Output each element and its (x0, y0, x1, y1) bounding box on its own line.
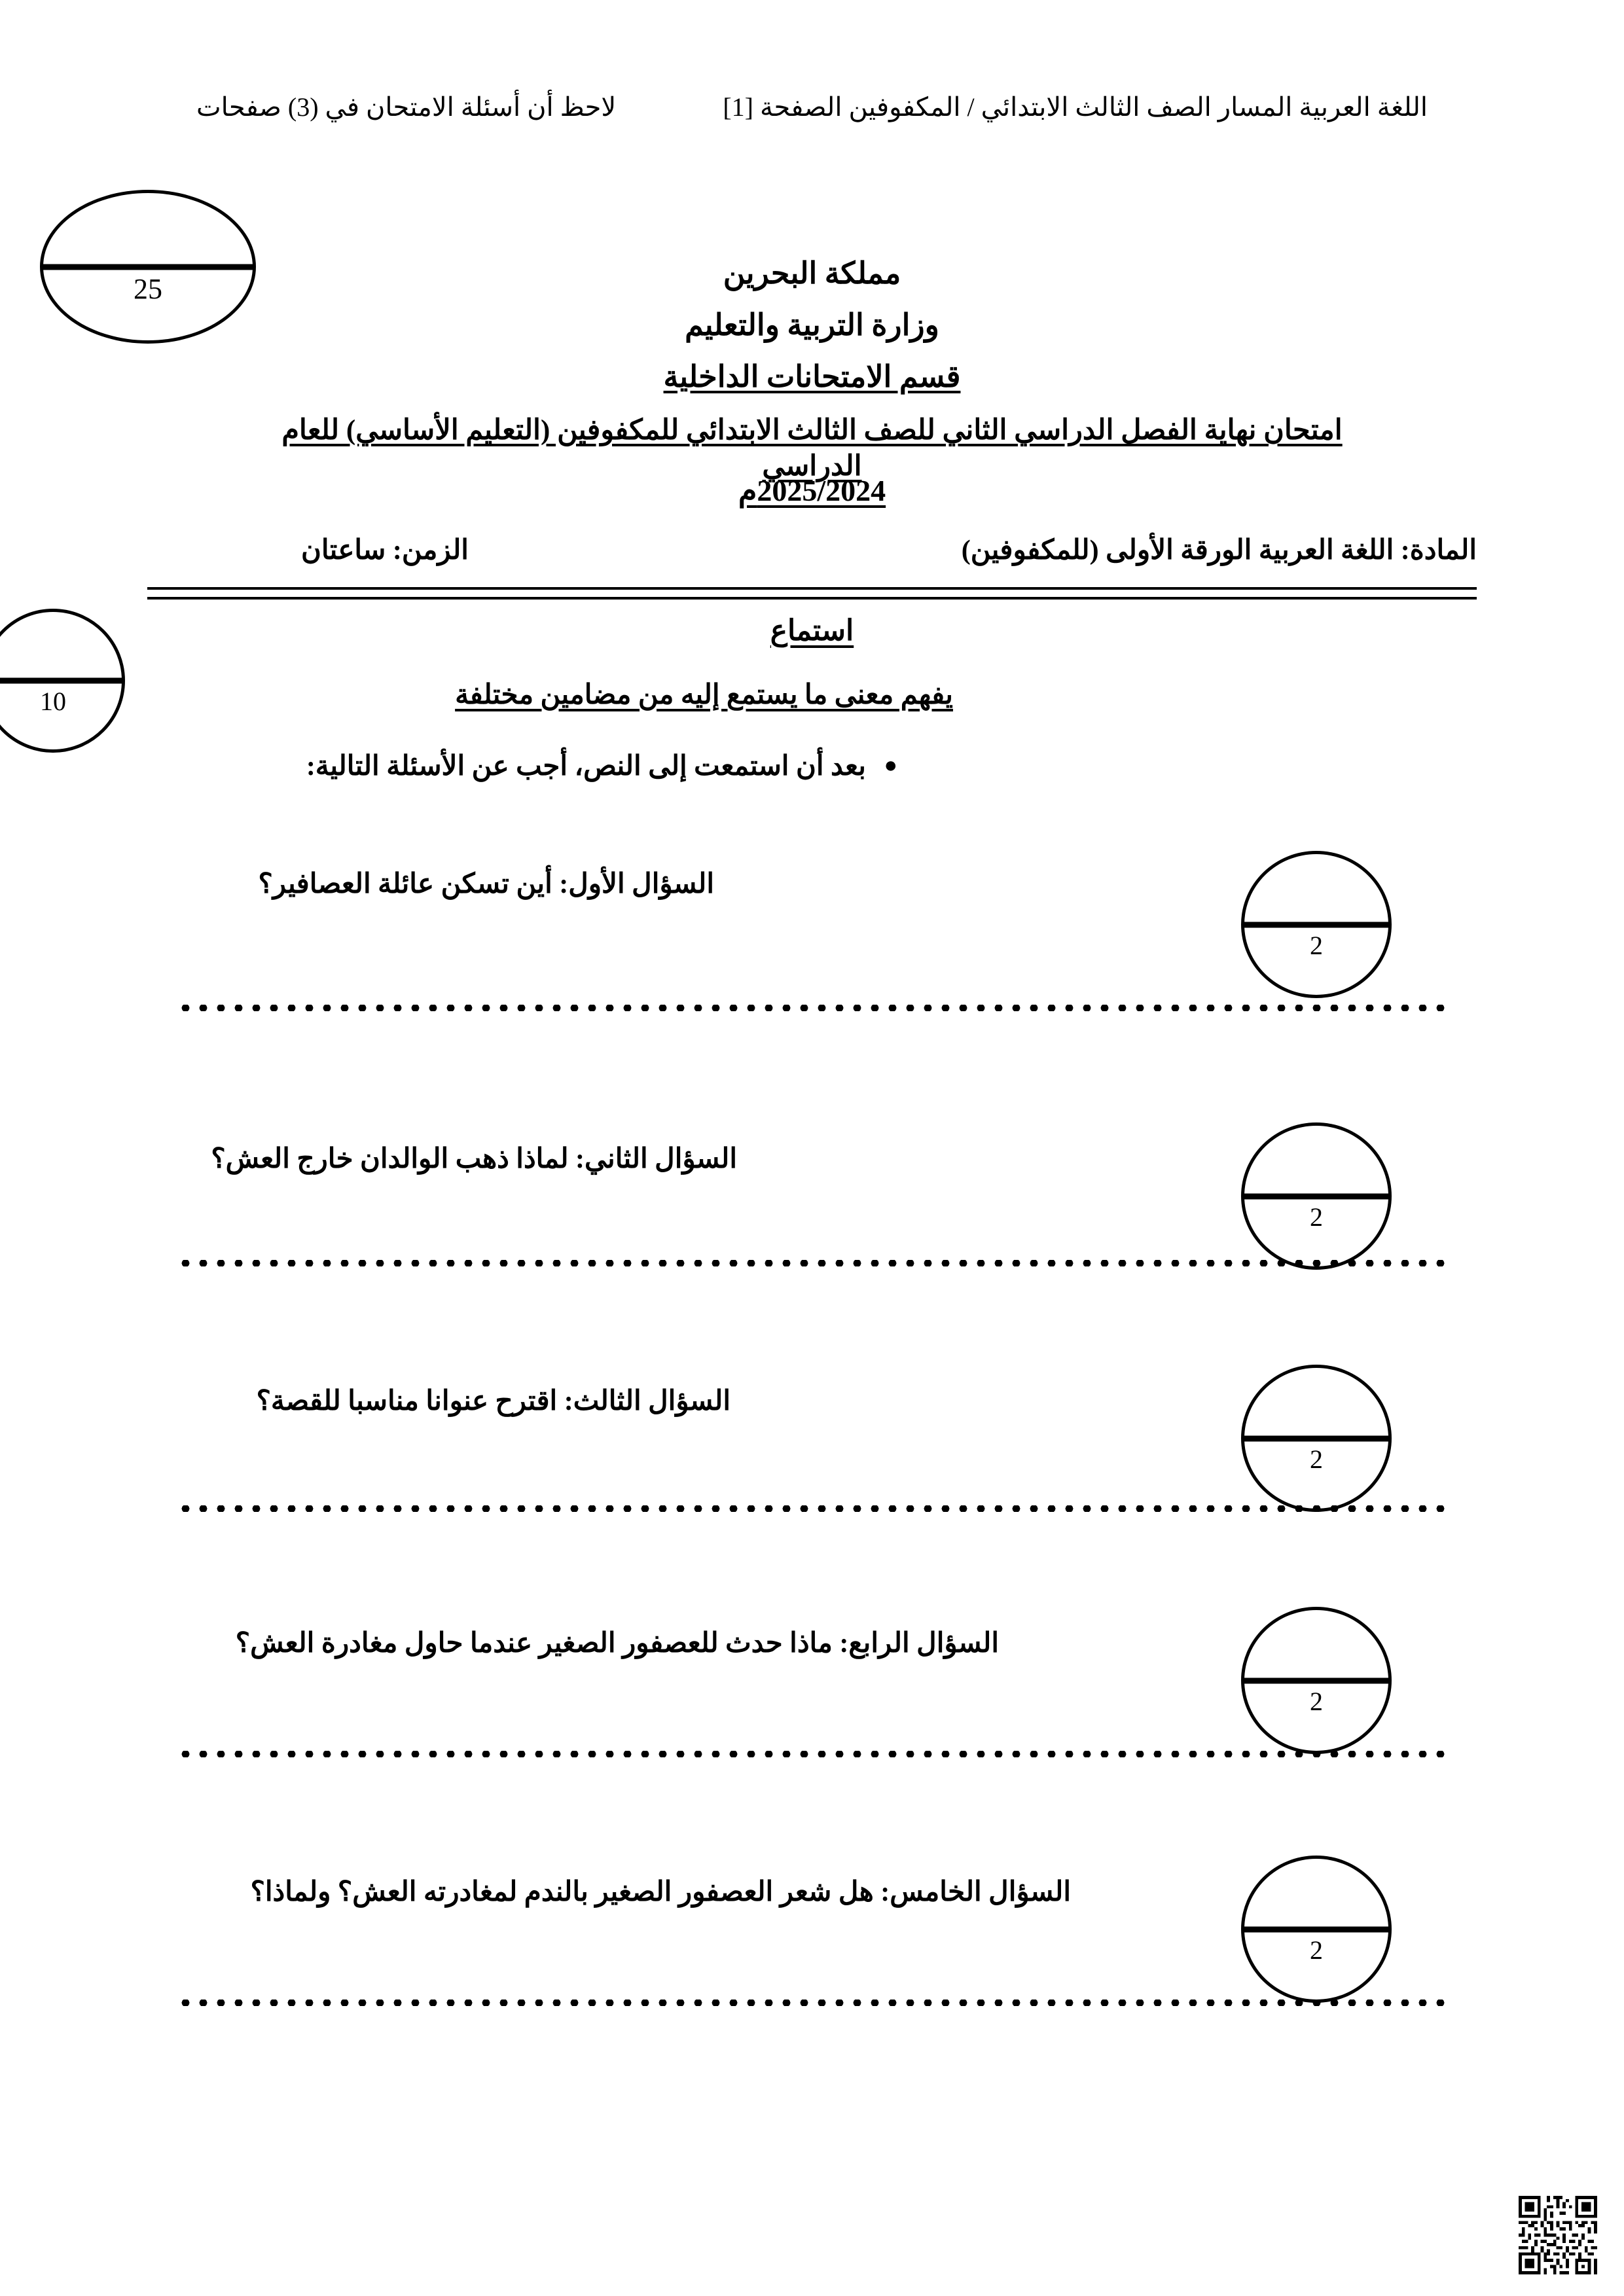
question-mark-value: 2 (1310, 930, 1323, 960)
answer-dotted-line[interactable] (177, 2000, 1447, 2006)
question-mark-circle (1241, 1122, 1392, 1270)
question-text: السؤال الثالث: اقترح عنوانا مناسبا للقصة؟ (256, 1386, 731, 1416)
question-mark-value: 2 (1310, 1935, 1323, 1965)
question-text: السؤال الخامس: هل شعر العصفور الصغير بالندم لمغادرته العش؟ ولماذا؟ (250, 1877, 1071, 1907)
total-mark-circle (40, 190, 256, 344)
ministry-name: وزارة التربية والتعليم (685, 308, 939, 342)
section-instruction-text: بعد أن استمعت إلى النص، أجب عن الأسئلة التالية: (306, 751, 866, 781)
answer-dotted-line[interactable] (177, 1260, 1447, 1266)
header-course-page: اللغة العربية المسار الصف الثالث الابتدائي / المكفوفين الصفحة [1] (723, 92, 1428, 122)
bullet-icon: ● (884, 753, 897, 778)
department-name: قسم الامتحانات الداخلية (663, 360, 961, 394)
question-text: السؤال الأول: أين تسكن عائلة العصافير؟ (258, 869, 714, 899)
answer-dotted-line[interactable] (177, 1505, 1447, 1512)
header-page-count-note: لاحظ أن أسئلة الامتحان في (3) صفحات (196, 92, 617, 122)
qr-code-icon (1519, 2196, 1597, 2274)
question-mark-circle (1241, 1607, 1392, 1754)
total-mark-value: 25 (134, 272, 162, 305)
subject-label: المادة: اللغة العربية الورقة الأولى (للمكفوفين) (961, 535, 1477, 565)
section-mark-value: 10 (40, 687, 66, 716)
running-header (196, 92, 1428, 144)
section-objective (455, 678, 953, 711)
subject-time-row (147, 533, 1477, 573)
question-mark-value: 2 (1310, 1686, 1323, 1716)
question-mark-circle (1241, 851, 1392, 998)
institution-block (576, 247, 1048, 403)
answer-dotted-line[interactable] (177, 1751, 1447, 1757)
section-instruction (306, 749, 897, 782)
question-mark-circle (1241, 1856, 1392, 2003)
section-title (0, 614, 1624, 647)
exam-title-text: امتحان نهاية الفصل الدراسي الثاني للصف الثالث الابتدائي للمكفوفين (التعليم الأساسي) للعام الدراسي (281, 415, 1343, 482)
section-objective-text: يفهم معنى ما يستمع إليه من مضامين مختلفة (455, 680, 953, 710)
answer-dotted-line[interactable] (177, 1005, 1447, 1011)
exam-year-text: 2025/2024م (738, 474, 886, 507)
question-mark-circle (1241, 1365, 1392, 1512)
question-mark-value: 2 (1310, 1202, 1323, 1232)
country-name: مملكة البحرين (723, 257, 901, 290)
exam-year (255, 473, 1369, 508)
question-mark-value: 2 (1310, 1444, 1323, 1474)
time-label: الزمن: ساعتان (301, 535, 469, 565)
question-text: السؤال الثاني: لماذا ذهب الوالدان خارج العش؟ (211, 1144, 737, 1174)
header-divider (147, 587, 1477, 600)
question-text: السؤال الرابع: ماذا حدث للعصفور الصغير عندما حاول مغادرة العش؟ (235, 1628, 999, 1659)
section-title-text: استماع (770, 615, 854, 647)
